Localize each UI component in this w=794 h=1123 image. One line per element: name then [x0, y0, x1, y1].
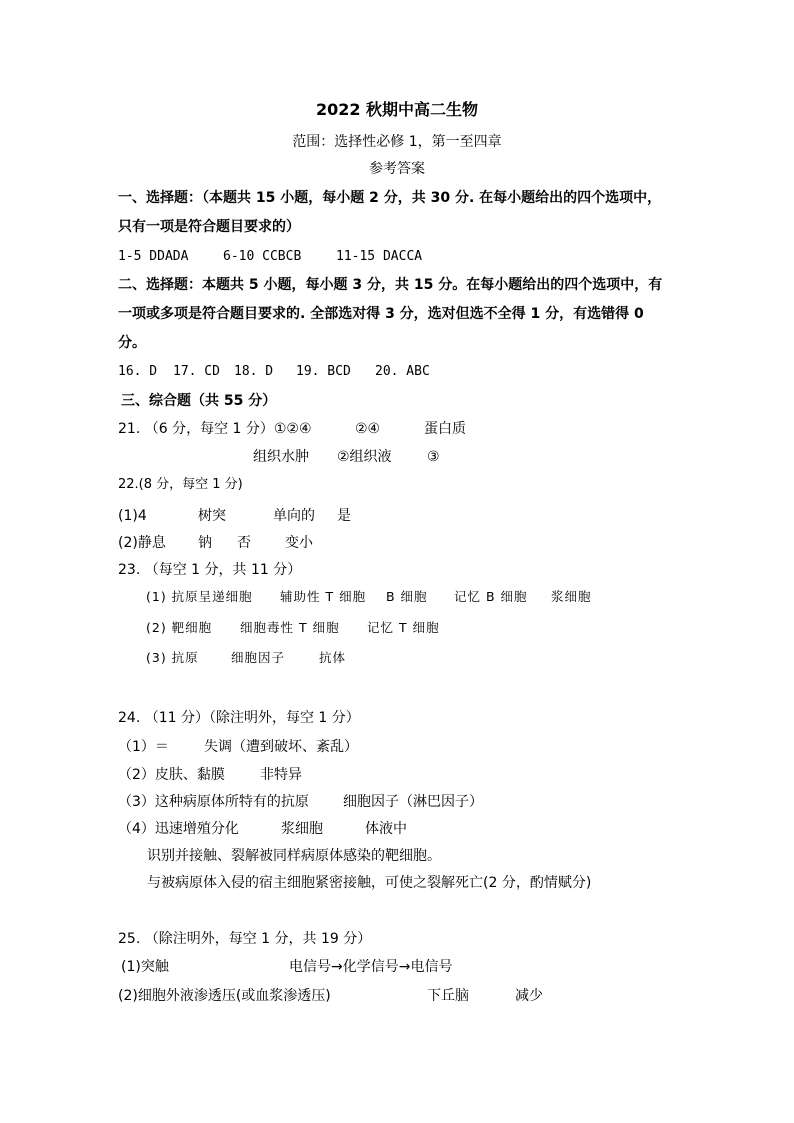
q24-part3 [118, 792, 483, 812]
page-title: 2022 秋期中高二生物 [315, 100, 479, 119]
q25-answer: (2)细胞外液渗透压(或血浆渗透压) [118, 988, 331, 1004]
q24-line5: 识别并接触、裂解被同样病原体感染的靶细胞。 [147, 848, 441, 864]
q23-part2 [146, 618, 440, 638]
q22-part2 [118, 533, 313, 553]
q21-answer: ③ [427, 449, 440, 465]
q22-answer: 单向的 [273, 508, 315, 524]
q23-answer: 记忆 T 细胞 [367, 620, 440, 635]
q23-part1 [146, 587, 592, 607]
q24-answer: （4）迅速增殖分化 [118, 821, 239, 837]
q23-answer: (1) 抗原呈递细胞 [146, 589, 253, 604]
q24-answer: 非特异 [260, 767, 302, 783]
q22-answer: 钠 [198, 535, 212, 551]
q24-answer: （3）这种病原体所特有的抗原 [118, 794, 309, 810]
q24-answer: （2）皮肤、黏膜 [118, 767, 225, 783]
q24-answer: （1）＝ [118, 739, 169, 755]
answer-item: 18. D [234, 364, 274, 379]
q24-part4 [118, 819, 407, 839]
section2-instruction-line3: 分。 [118, 335, 146, 351]
q22-answer: (2)静息 [118, 535, 166, 551]
q22-answer: 否 [237, 535, 251, 551]
q21-answer: 蛋白质 [424, 421, 466, 437]
q24-part2 [118, 765, 302, 785]
q24-line6: 与被病原体入侵的宿主细胞紧密接触，可使之裂解死亡(2 分，酌情赋分) [147, 875, 592, 891]
q23-answer: 细胞毒性 T 细胞 [240, 620, 340, 635]
answer-item: 20. ABC [375, 364, 430, 379]
q24-answer: 浆细胞 [281, 821, 323, 837]
section1-instruction-line2: 只有一项是符合题目要求的） [118, 219, 300, 235]
q25-part1 [121, 957, 452, 977]
q25-answer: (1)突触 [121, 959, 169, 975]
section2-instruction-line2: 一项或多项是符合题目要求的. 全部选对得 3 分，选对但选不全得 1 分，有选错得 0 [118, 306, 644, 322]
q22-answer: 变小 [285, 535, 313, 551]
q23-answer: 抗体 [319, 650, 347, 665]
q23-answer: 细胞因子 [231, 650, 286, 665]
answer-group: 1-5 DDADA [118, 249, 189, 264]
q22-answer: 树突 [198, 508, 226, 524]
q21-line2 [253, 447, 440, 467]
q21-answer: ②组织液 [337, 449, 392, 465]
q24-answer: 体液中 [365, 821, 407, 837]
q25-answer: 下丘脑 [427, 988, 469, 1004]
q21-answer: 组织水肿 [253, 449, 309, 465]
answer-item: 17. CD [173, 364, 220, 379]
q22-answer: (1)4 [118, 508, 147, 524]
section1-answers [118, 247, 422, 267]
answer-group: 6-10 CCBCB [223, 249, 302, 264]
q25-part2 [118, 986, 543, 1006]
q25-answer: 减少 [515, 988, 543, 1004]
q23-part3 [146, 648, 346, 668]
q24-head: 24. （11 分）（除注明外，每空 1 分） [118, 710, 360, 726]
answer-group: 11-15 DACCA [336, 249, 423, 264]
section1-instruction-line1: 一、选择题：（本题共 15 小题，每小题 2 分，共 30 分. 在每小题给出的四个选项中， [118, 190, 662, 206]
q23-answer: 记忆 B 细胞 [454, 589, 528, 604]
q23-answer: B 细胞 [386, 589, 428, 604]
q21-answer: ②④ [355, 421, 381, 437]
q21-head: 21. （6 分，每空 1 分）①②④ [118, 421, 312, 437]
scope-line: 范围：选择性必修 1，第一至四章 [292, 134, 502, 150]
q22-part1 [118, 506, 351, 526]
answer-key-subtitle: 参考答案 [369, 161, 425, 177]
answer-item: 16. D [118, 364, 158, 379]
section2-instruction-line1: 二、选择题：本题共 5 小题，每小题 3 分，共 15 分。在每小题给出的四个选项中，有 [118, 277, 663, 293]
q23-answer: (3) 抗原 [146, 650, 199, 665]
q25-head: 25. （除注明外，每空 1 分，共 19 分） [118, 931, 372, 947]
q23-answer: 辅助性 T 细胞 [280, 589, 367, 604]
section3-heading: 三、综合题（共 55 分） [121, 393, 277, 409]
q24-part1 [118, 737, 358, 757]
answer-item: 19. BCD [296, 364, 351, 379]
q24-answer: 细胞因子（淋巴因子） [343, 794, 483, 810]
q23-answer: 浆细胞 [551, 589, 592, 604]
q25-answer: 电信号→化学信号→电信号 [289, 959, 453, 975]
q24-answer: 失调（遭到破坏、紊乱） [204, 739, 358, 755]
q21-line1 [118, 419, 466, 439]
section2-answers [118, 362, 430, 382]
q23-answer: (2) 靶细胞 [146, 620, 213, 635]
q22-answer: 是 [337, 508, 351, 524]
q22-head: 22.(8 分，每空 1 分) [118, 477, 243, 492]
q23-head: 23. （每空 1 分，共 11 分） [118, 562, 302, 578]
